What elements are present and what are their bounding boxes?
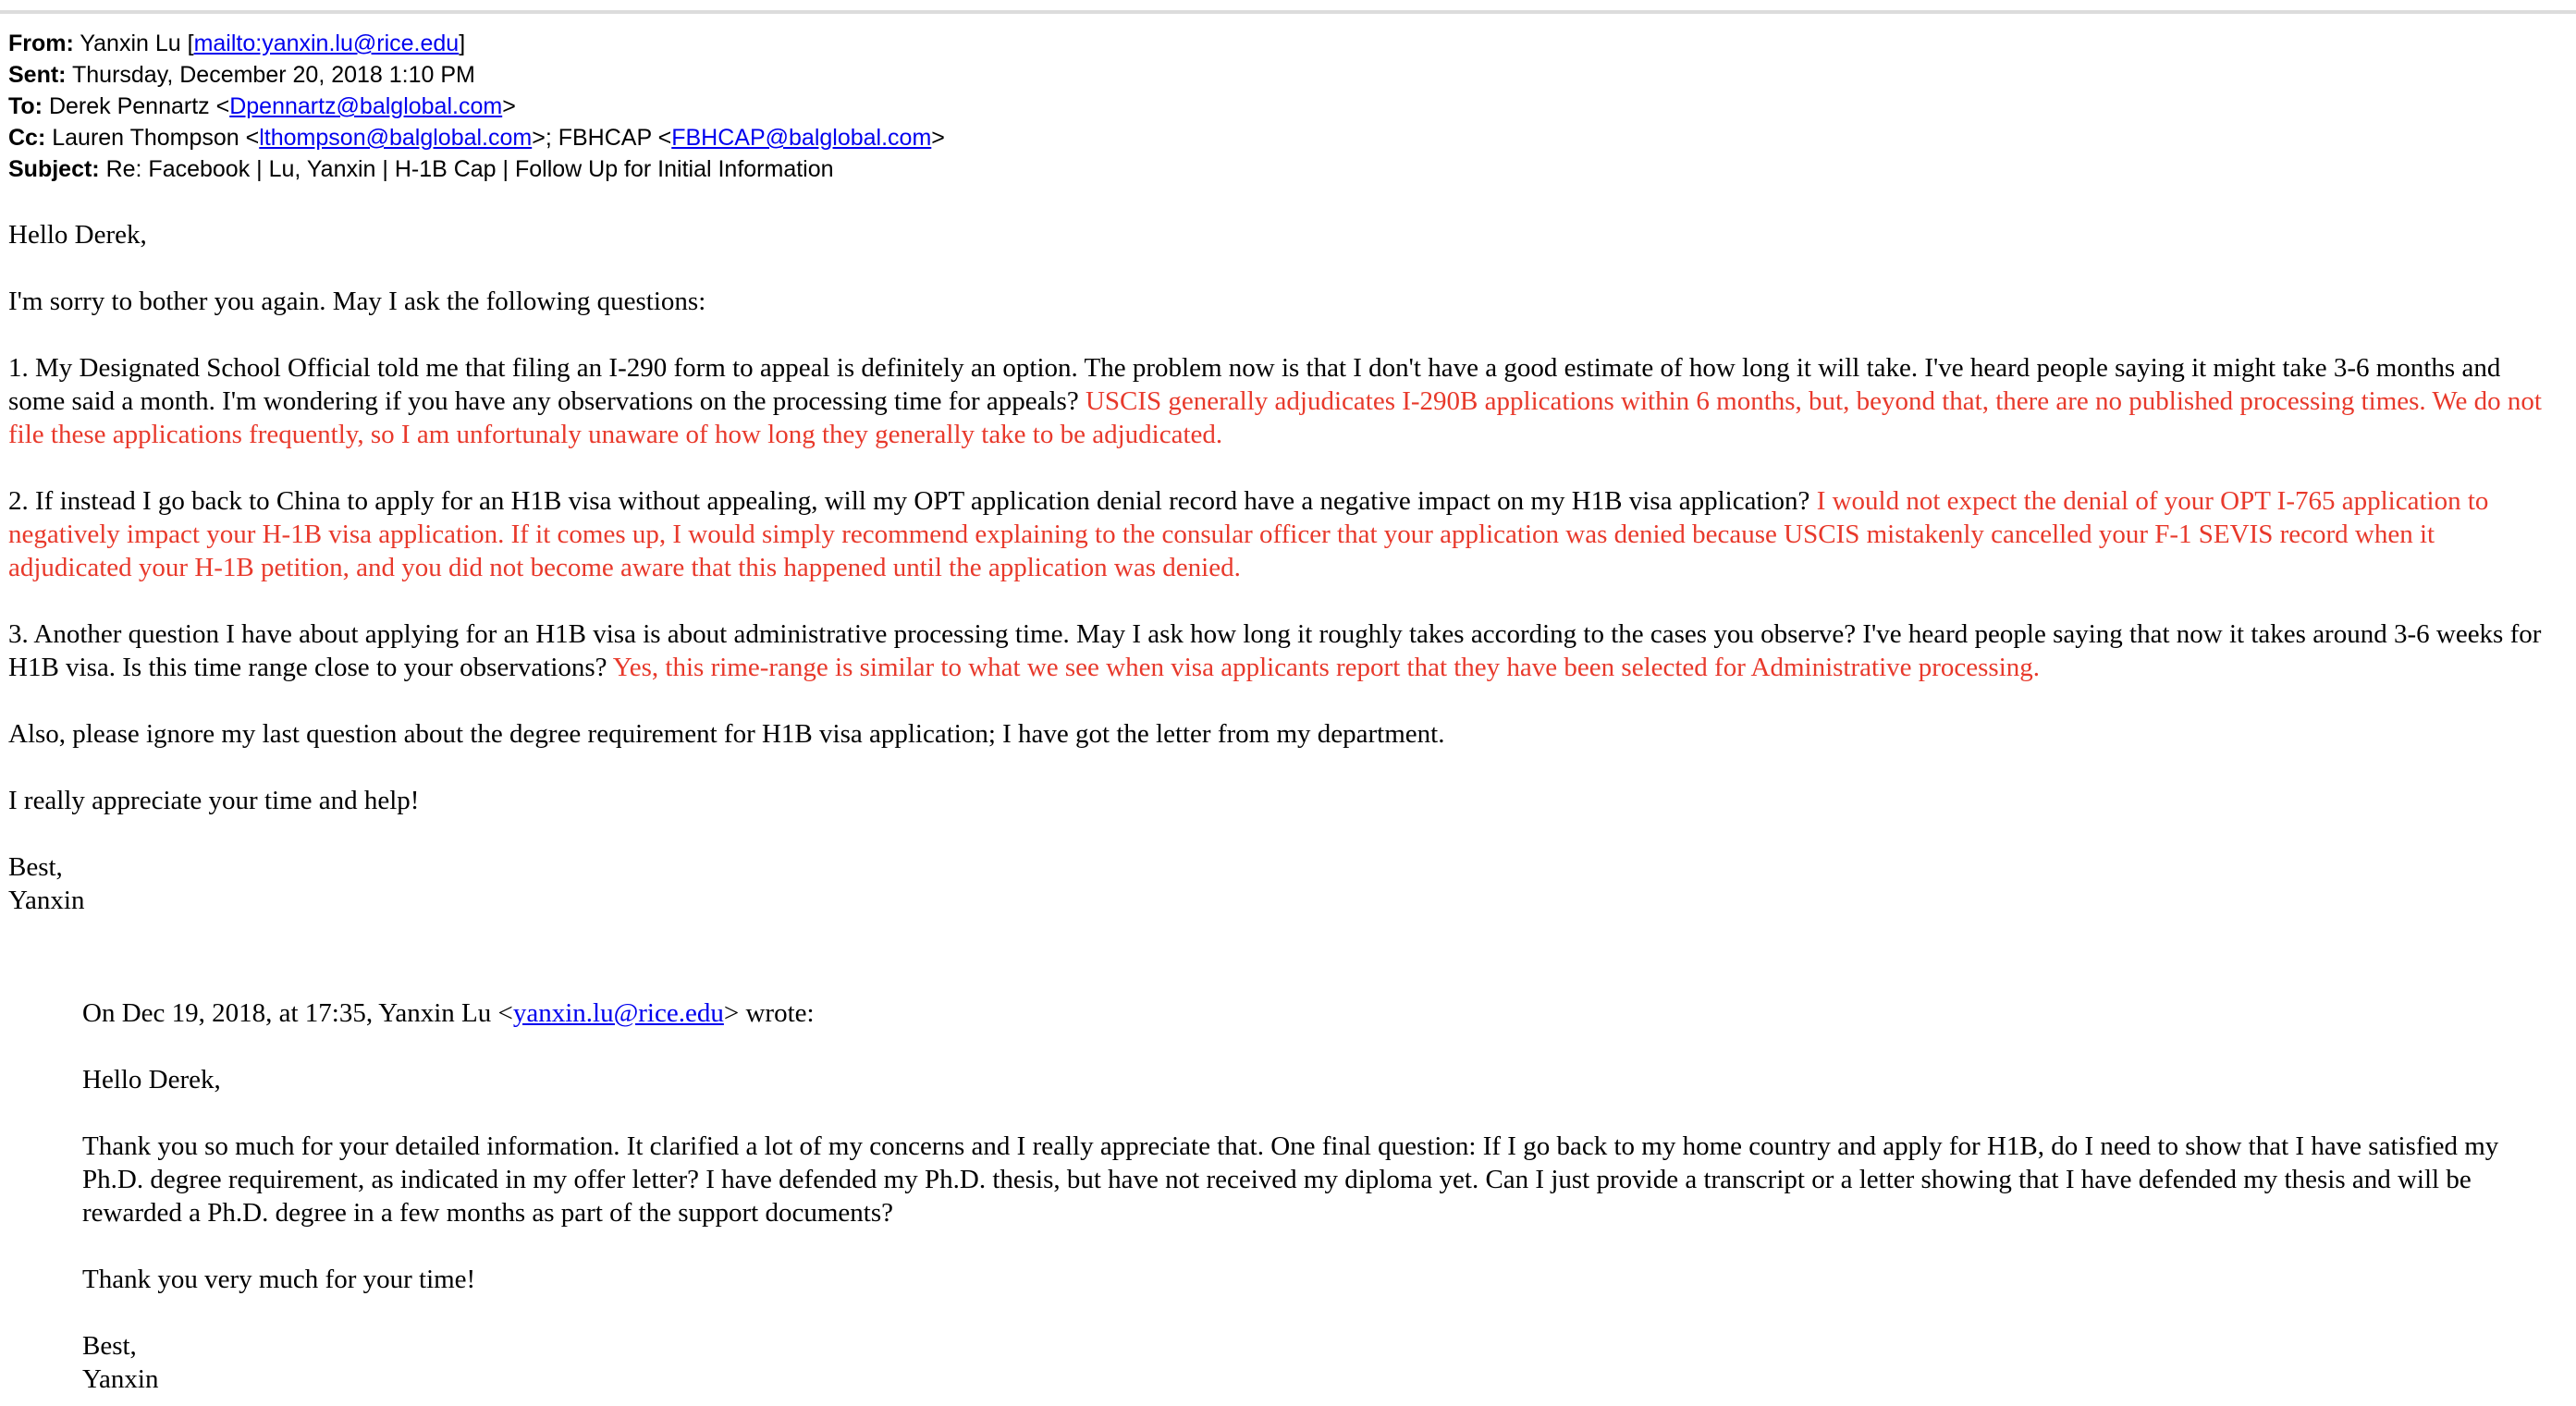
appreciation: I really appreciate your time and help!: [8, 786, 420, 815]
from-name: Yanxin Lu [: [73, 31, 194, 56]
signature-line: Yanxin: [8, 886, 85, 915]
cc-name-1: Lauren Thompson <: [45, 125, 260, 151]
subject-label: Subject:: [8, 156, 100, 182]
quote-attribution-text: On Dec 19, 2018, at 17:35, Yanxin Lu <: [82, 998, 513, 1028]
question-3-reply: Yes, this rime-range is similar to what we see when visa applicants report that they have been selected for Administrative processing.: [612, 653, 2041, 682]
header-sent-line: [8, 59, 2563, 91]
top-divider: [0, 10, 2576, 14]
intro: I'm sorry to bother you again. May I ask the following questions:: [8, 287, 706, 316]
question-2-text: 2. If instead I go back to China to apply for an H1B visa without appealing, will my OPT application denial record have a negative impact on my H1B visa application?: [8, 486, 1817, 516]
cc-email-link-2[interactable]: FBHCAP@balglobal.com: [671, 125, 932, 151]
from-bracket-close: ]: [459, 31, 466, 56]
to-name: Derek Pennartz <: [43, 93, 230, 119]
quote-attribution-suffix: > wrote:: [723, 998, 815, 1028]
cc-email-link-1[interactable]: lthompson@balglobal.com: [259, 125, 533, 151]
cc-name-2: >; FBHCAP <: [532, 125, 672, 151]
email-body: [8, 218, 2563, 1396]
question-1-paragraph: [8, 351, 2563, 451]
from-label: From:: [8, 31, 74, 56]
quote-thanks: Thank you very much for your time!: [82, 1265, 476, 1294]
also-note: Also, please ignore my last question about the degree requirement for H1B visa application; I have got the letter from my department.: [8, 719, 1445, 749]
question-3-paragraph: [8, 617, 2563, 684]
question-3-text: 3. Another question I have about applying for an H1B visa is about administrative processing time. May I ask how long it roughly takes according to the cases you observe? I've heard people saying that now it takes around 3-6 weeks for H1B visa. Is this time range close to your observations?: [8, 619, 2542, 682]
header-cc-line: [8, 122, 2563, 153]
signoff-line: Best,: [8, 852, 63, 882]
to-bracket-close: >: [502, 93, 516, 119]
question-1-reply: USCIS generally adjudicates I-290B applications within 6 months, but, beyond that, there are no published processing times. We do not file these applications frequently, so I am unfortunaly unaware of how long they generally take to be adjudicated.: [8, 386, 2542, 449]
quoted-email: [8, 996, 2563, 1396]
quote-attribution: [82, 996, 2563, 1030]
from-mailto-link[interactable]: mailto:yanxin.lu@rice.edu: [193, 31, 460, 56]
quote-paragraph: Thank you so much for your detailed information. It clarified a lot of my concerns and I really appreciate that. One final question: If I go back to my home country and apply for H1B, do I need to show that I have satisfied my Ph.D. degree requirement, as indicated in my offer letter? I have defended my Ph.D. thesis, but have not received my diploma yet. Can I just provide a transcript or a letter showing that I have defended my thesis and will be rewarded a Ph.D. degree in a few months as part of the support documents?: [82, 1131, 2499, 1228]
sent-label: Sent:: [8, 62, 67, 88]
header-from-line: [8, 28, 2563, 59]
header-subject-line: [8, 153, 2563, 185]
quote-signature-line: Yanxin: [82, 1364, 159, 1394]
quote-email-link[interactable]: yanxin.lu@rice.edu: [512, 998, 724, 1028]
to-label: To:: [8, 93, 43, 119]
question-2-paragraph: [8, 484, 2563, 584]
question-1-text: 1. My Designated School Official told me that filing an I-290 form to appeal is definitely an option. The problem now is that I don't have a good estimate of how long it will take. I've heard people saying it might take 3-6 months and some said a month. I'm wondering if you have any observations on the processing time for appeals?: [8, 353, 2501, 416]
cc-bracket-close: >: [931, 125, 945, 151]
quote-greeting: Hello Derek,: [82, 1065, 221, 1094]
header-to-line: [8, 91, 2563, 122]
cc-label: Cc:: [8, 125, 46, 151]
to-email-link[interactable]: Dpennartz@balglobal.com: [229, 93, 503, 119]
sent-value: Thursday, December 20, 2018 1:10 PM: [66, 62, 475, 88]
quote-signoff-line: Best,: [82, 1331, 137, 1361]
question-2-reply: I would not expect the denial of your OPT I-765 application to negatively impact your H-1B visa application. If it comes up, I would simply recommend explaining to the consular officer that your application was denied because USCIS mistakenly cancelled your F-1 SEVIS record when it adjudicated your H-1B petition, and you did not become aware that this happened until the application was denied.: [8, 486, 2489, 582]
subject-value: Re: Facebook | Lu, Yanxin | H-1B Cap | Follow Up for Initial Information: [99, 156, 834, 182]
greeting: Hello Derek,: [8, 220, 147, 250]
email-message: [0, 28, 2576, 1396]
email-header: [8, 28, 2563, 185]
